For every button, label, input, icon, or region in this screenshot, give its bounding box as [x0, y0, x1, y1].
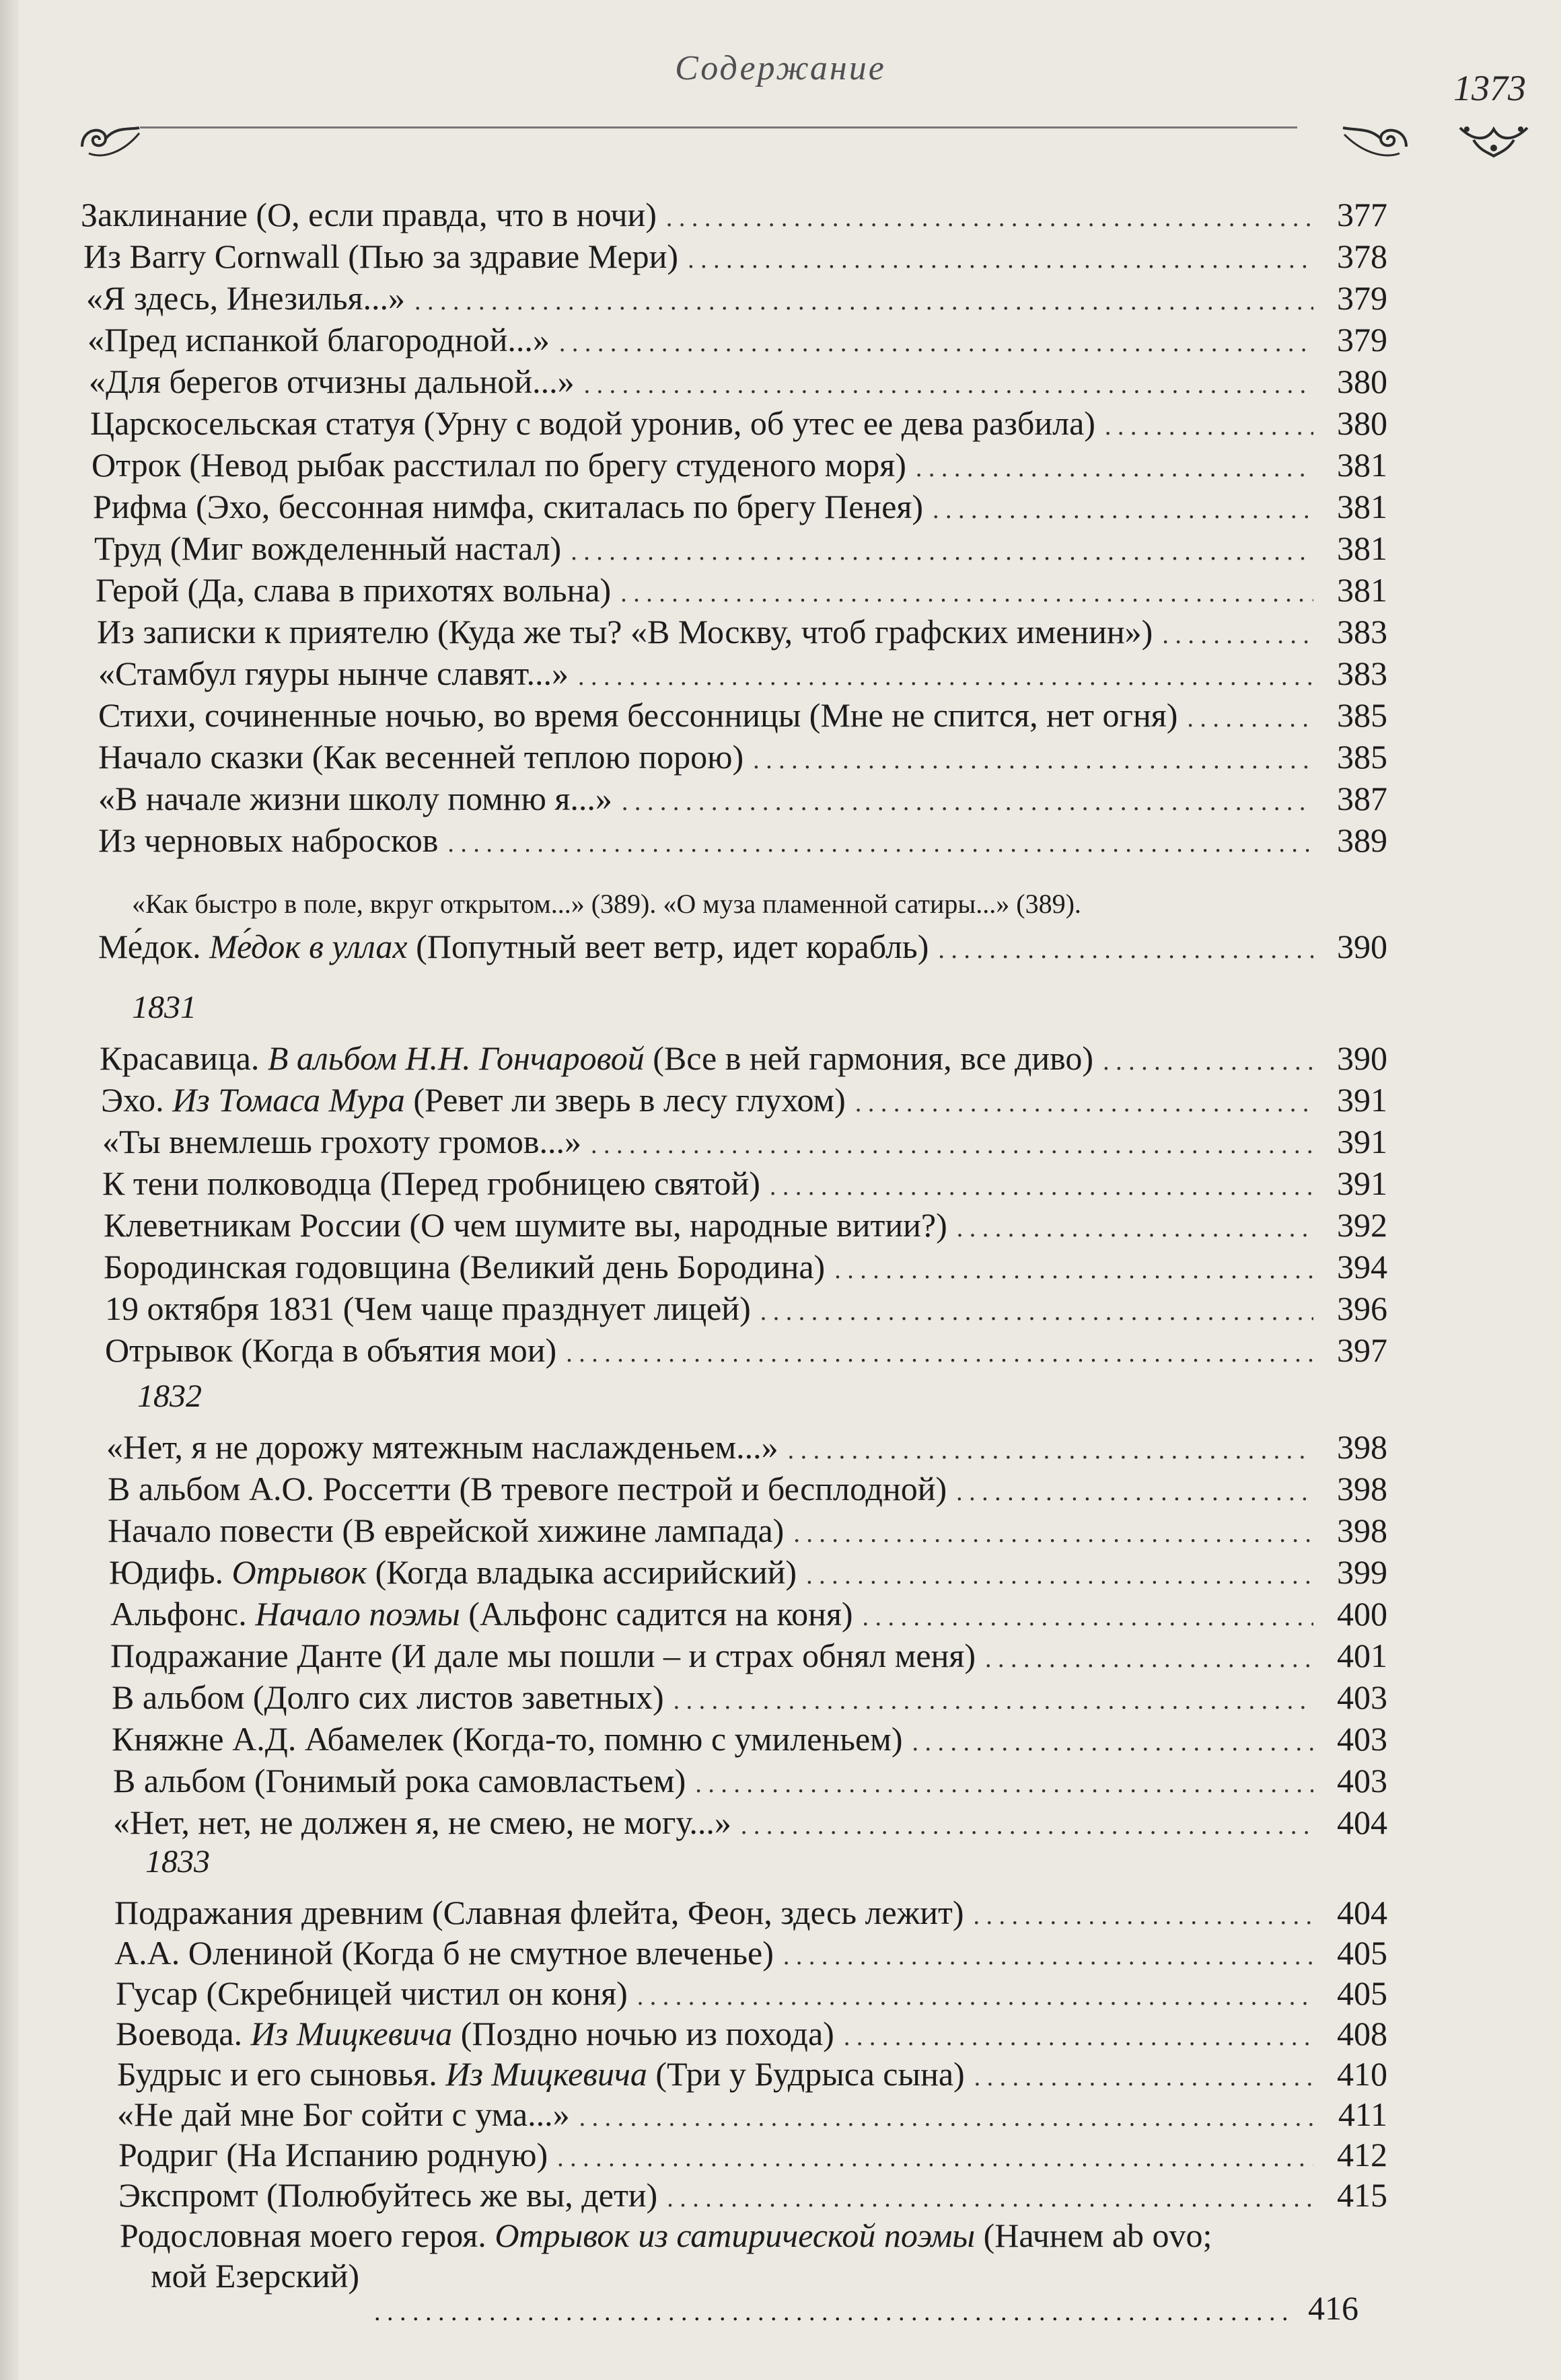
dot-leader	[912, 1721, 1313, 1763]
entry-title	[98, 736, 743, 778]
toc-entry	[98, 653, 1387, 694]
toc-entry	[96, 569, 1387, 611]
dot-leader	[667, 2178, 1313, 2219]
entry-title	[112, 1676, 664, 1718]
dot-leader	[566, 1333, 1313, 1374]
toc-entry	[97, 611, 1387, 653]
dot-leader	[579, 2097, 1313, 2139]
entry-title	[87, 319, 550, 361]
entry-title	[83, 235, 678, 277]
dot-leader	[834, 1249, 1313, 1291]
entry-title-part: (Альфонс садится на коня)	[460, 1595, 853, 1633]
toc-entry	[110, 1593, 1387, 1635]
entry-page-number: 381	[1337, 529, 1387, 567]
entry-title	[113, 1760, 686, 1801]
entry-title-part: «Не дай мне Бог сойти с ума...»	[117, 2095, 570, 2133]
entry-page-number: 385	[1337, 738, 1387, 776]
entry-page-number: 412	[1337, 2136, 1387, 2173]
entry-title-part: (Ревет ли зверь в лесу глухом)	[404, 1081, 846, 1119]
entry-title-part: «Стамбул гяуры нынче славят...»	[98, 655, 569, 692]
entry-title-part: Будрыс и его сыновья.	[117, 2055, 446, 2093]
toc-entry	[114, 1892, 1387, 1933]
entry-title-part: Из Barry Cornwall (Пью за здравие Мери)	[83, 237, 679, 275]
entry-page-number: 391	[1337, 1164, 1387, 1202]
year-heading: 1833	[145, 1844, 210, 1880]
entry-page-number: 404	[1337, 1894, 1387, 1931]
entry-page-number: 378	[1337, 237, 1387, 275]
entry-page-number: 381	[1337, 571, 1387, 609]
entry-page-number: 390	[1337, 928, 1387, 965]
entry-title	[116, 1972, 628, 2014]
entry-page-number: 399	[1337, 1553, 1387, 1591]
entry-title-part: Герой (Да, слава в прихотях вольна)	[96, 571, 612, 609]
entry-title-part: Подражания древним (Славная флейта, Феон, здесь лежит)	[114, 1894, 964, 1931]
toc-entry	[98, 926, 1387, 967]
dot-leader	[622, 781, 1313, 823]
toc-entry	[93, 486, 1387, 527]
entry-page-number: 377	[1337, 196, 1387, 233]
entry-page-number: 398	[1337, 1428, 1387, 1466]
entry-title-part: Ме́док.	[98, 928, 210, 965]
dot-leader	[844, 2016, 1313, 2058]
toc-entry	[104, 1246, 1387, 1288]
entry-title	[81, 194, 657, 235]
entry-title-part: (Попутный веет ветр, идет корабль)	[407, 928, 929, 965]
toc-entry	[116, 1972, 1387, 2014]
entry-page-number: 383	[1337, 655, 1387, 692]
toc-entry	[117, 2053, 1387, 2095]
toc-entry	[105, 1288, 1387, 1329]
entry-page-number: 403	[1337, 1720, 1387, 1758]
dot-leader	[695, 1763, 1313, 1805]
entry-page-number: 392	[1337, 1206, 1387, 1244]
toc-entry	[108, 1468, 1387, 1510]
entry-title	[98, 778, 612, 819]
entry-page-number: 398	[1337, 1470, 1387, 1508]
entry-page-number: 408	[1337, 2015, 1387, 2052]
toc-entry	[98, 819, 1387, 861]
entry-title-italic: Из Томаса Мура	[172, 1081, 405, 1119]
entry-title-part: Гусар (Скребницей чистил он коня)	[116, 1974, 628, 2012]
entry-title	[104, 1246, 825, 1288]
entry-title-part: Отрок (Невод рыбак расстилал по брегу студеного моря)	[92, 446, 906, 484]
entry-title	[106, 1426, 778, 1468]
toc-entry	[108, 1510, 1387, 1551]
entry-title	[104, 1204, 947, 1246]
entry-page-number: 379	[1337, 279, 1387, 317]
entry-title-part: «Ты внемлешь грохоту громов...»	[102, 1123, 581, 1160]
entry-title	[94, 527, 561, 569]
entry-page-number: 405	[1337, 1974, 1387, 2012]
dot-leader	[753, 739, 1313, 781]
entry-page-number: 390	[1337, 1039, 1387, 1077]
entry-page-number: 394	[1337, 1248, 1387, 1286]
toc-entry	[83, 235, 1387, 277]
entry-title-italic: Начало поэмы	[255, 1595, 460, 1633]
page-number: 1373	[1453, 68, 1526, 108]
toc-entry	[112, 1718, 1387, 1760]
toc-entry-continuation: мой Езерский)	[151, 2257, 360, 2295]
dot-leader	[447, 823, 1313, 864]
entry-title	[118, 2174, 657, 2216]
entry-title	[98, 926, 929, 967]
toc-entry	[98, 736, 1387, 778]
entry-title-part: Родословная моего героя.	[120, 2217, 495, 2254]
toc-entry	[98, 694, 1387, 736]
year-heading: 1832	[137, 1378, 202, 1414]
toc-entry	[92, 444, 1387, 486]
entry-title-part: «Пред испанкой благородной...»	[87, 321, 550, 359]
entry-title-part: «Я здесь, Инезилья...»	[86, 279, 405, 317]
dot-leader	[956, 1471, 1313, 1513]
dot-leader	[1162, 614, 1313, 656]
entry-title-part: Родриг (На Испанию родную)	[118, 2136, 548, 2173]
dot-leader	[938, 929, 1313, 971]
toc-entry	[112, 1676, 1387, 1718]
dot-leader	[620, 572, 1313, 614]
entry-title-italic: Из Мицкевича	[250, 2015, 453, 2052]
toc-entry	[105, 1329, 1387, 1371]
entry-page-number: 387	[1337, 780, 1387, 817]
entry-page-number: 383	[1337, 613, 1387, 650]
entry-title	[96, 569, 611, 611]
entry-title	[105, 1288, 751, 1329]
entry-title	[112, 1718, 902, 1760]
dot-leader	[666, 197, 1313, 239]
entry-title-part: Рифма (Эхо, бессонная нимфа, скиталась по брегу Пенея)	[93, 488, 924, 525]
dot-leader	[793, 1513, 1313, 1555]
entry-page-number: 403	[1337, 1678, 1387, 1716]
entry-title	[93, 486, 923, 527]
entry-title	[92, 444, 906, 486]
entry-title-part: Труд (Миг вожделенный настал)	[94, 529, 562, 567]
dot-leader	[578, 656, 1313, 698]
entry-title	[86, 277, 405, 319]
toc-entry	[118, 2134, 1387, 2176]
entry-title	[102, 1121, 581, 1162]
dot-leader	[933, 489, 1313, 531]
dot-leader	[1105, 406, 1313, 447]
dot-leader	[770, 1166, 1313, 1207]
dot-leader	[1187, 698, 1313, 739]
dot-leader	[788, 1429, 1313, 1471]
entry-page-number: 415	[1337, 2176, 1387, 2214]
toc-entry	[81, 194, 1387, 235]
dot-leader	[741, 1805, 1313, 1847]
toc-entry	[87, 319, 1387, 361]
entry-page-number: 416	[1308, 2289, 1358, 2327]
entry-title-part: А.А. Олениной (Когда б не смутное влеченье)	[114, 1934, 774, 1972]
entry-title-part: Из черновых набросков	[98, 821, 439, 859]
toc-entry	[90, 402, 1387, 444]
entry-title-part: Княжне А.Д. Абамелек (Когда-то, помню с умиленьем)	[112, 1720, 903, 1758]
entry-title-italic: Отрывок	[231, 1553, 367, 1591]
dot-leader	[374, 2291, 1293, 2333]
entry-title	[110, 1635, 976, 1676]
dot-leader	[584, 364, 1313, 406]
dot-leader	[637, 1976, 1313, 2017]
entry-title-part: Начало сказки (Как весенней теплою порою)	[98, 738, 744, 776]
dot-leader	[571, 531, 1313, 572]
entry-title	[114, 1892, 964, 1933]
entry-page-number: 401	[1337, 1637, 1387, 1674]
entry-title-part: (Все в ней гармония, все диво)	[644, 1039, 1094, 1077]
entry-title-part: (Три у Будрыса сына)	[647, 2055, 965, 2093]
entry-title-part: Заклинание (О, если правда, что в ночи)	[81, 196, 657, 233]
entry-title-part: Экспромт (Полюбуйтесь же вы, дети)	[118, 2176, 658, 2214]
entry-page-number: 381	[1337, 488, 1387, 525]
entry-title-part: Из записки к приятелю (Куда же ты? «В Москву, чтоб графских именин»)	[97, 613, 1153, 650]
entry-title	[98, 653, 569, 694]
dot-leader	[985, 1638, 1313, 1680]
entry-title	[116, 2013, 834, 2054]
entry-title-part: Клеветникам России (О чем шумите вы, народные витии?)	[104, 1206, 947, 1244]
entry-title	[90, 402, 1095, 444]
toc-entry	[100, 1037, 1387, 1079]
entry-title-part: «В начале жизни школу помню я...»	[98, 780, 612, 817]
entry-page-number: 411	[1338, 2095, 1387, 2133]
toc-entry	[102, 1162, 1387, 1204]
entry-page-number: 404	[1337, 1803, 1387, 1841]
entry-title-part: Отрывок (Когда в объятия мои)	[105, 1331, 557, 1369]
entry-title-part: «Для берегов отчизны дальной...»	[89, 363, 575, 400]
entry-page-number: 391	[1337, 1123, 1387, 1160]
entry-title-part: Юдифь.	[109, 1553, 232, 1591]
toc-entry	[117, 2093, 1387, 2135]
dot-leader	[760, 1291, 1313, 1333]
entry-title-part: Красавица.	[100, 1039, 268, 1077]
entry-title-italic: В альбом Н.Н. Гончаровой	[267, 1039, 645, 1077]
entry-title-part: «Нет, нет, не должен я, не смею, не могу...»	[113, 1803, 731, 1841]
toc-entry	[89, 361, 1387, 402]
entry-title	[100, 1037, 1093, 1079]
entry-title-part: В альбом (Гонимый рока самовластьем)	[113, 1762, 686, 1799]
entry-title-part: (Начнем ab ovo;	[975, 2217, 1212, 2254]
entry-title-part: Воевода.	[116, 2015, 251, 2052]
entry-title	[105, 1329, 556, 1371]
running-head: Содержание	[675, 49, 886, 87]
toc-entry-multiline	[120, 2215, 1391, 2256]
toc-entry	[109, 1551, 1387, 1593]
entry-page-number: 400	[1337, 1595, 1387, 1633]
entry-title-part: Подражание Данте (И дале мы пошли – и страх обнял меня)	[110, 1637, 976, 1674]
entry-page-number: 397	[1337, 1331, 1387, 1369]
entry-title	[97, 611, 1153, 653]
toc-entry	[113, 1760, 1387, 1801]
toc-entry	[114, 1932, 1387, 1974]
toc-entry	[104, 1204, 1387, 1246]
dot-leader	[414, 281, 1313, 322]
entry-title	[113, 1801, 731, 1843]
entry-title-italic: Отрывок из сатирической поэмы	[495, 2217, 976, 2254]
toc-entry	[102, 1121, 1387, 1162]
entry-title-part: Царскосельская статуя (Урну с водой уронив, об утес ее дева разбила)	[90, 404, 1095, 442]
entry-title-italic: Из Мицкевича	[445, 2055, 647, 2093]
dot-leader	[806, 1555, 1313, 1596]
entry-title-italic: Ме́док в уллах	[209, 928, 408, 965]
entry-title-part: Эхо.	[101, 1081, 173, 1119]
dot-leader	[688, 239, 1313, 281]
entry-page-number: 389	[1337, 821, 1387, 859]
entry-page-number: 380	[1337, 404, 1387, 442]
toc-entry	[113, 1801, 1387, 1843]
entry-title-part: В альбом (Долго сих листов заветных)	[112, 1678, 664, 1716]
entry-title-part: (Когда владыка ассирийский)	[367, 1553, 797, 1591]
dot-leader	[674, 1680, 1313, 1721]
toc-entry	[86, 277, 1387, 319]
toc-entry	[118, 2174, 1387, 2216]
entry-title	[110, 1593, 853, 1635]
entry-title-part: Начало повести (В еврейской хижине лампада)	[108, 1512, 785, 1549]
entry-title	[101, 1079, 846, 1121]
entry-page-number: 403	[1337, 1762, 1387, 1799]
dot-leader	[1103, 1041, 1313, 1082]
entry-page-number: 398	[1337, 1512, 1387, 1549]
entry-page-number: 410	[1337, 2055, 1387, 2093]
dot-leader	[559, 322, 1313, 364]
entry-page-number: 405	[1337, 1934, 1387, 1972]
drafts-sub-entry: «Как быстро в поле, вкруг открытом...» (389). «О муза пламенной сатиры...» (389).	[132, 889, 1081, 919]
entry-title	[98, 819, 438, 861]
dot-leader	[783, 1935, 1313, 1977]
entry-page-number: 396	[1337, 1290, 1387, 1327]
entry-title	[98, 694, 1177, 736]
entry-title	[102, 1162, 760, 1204]
entry-title-part: «Нет, я не дорожу мятежным наслажденьем...»	[106, 1428, 778, 1466]
dot-leader	[855, 1082, 1313, 1124]
toc-entry	[106, 1426, 1387, 1468]
entry-title	[108, 1510, 784, 1551]
entry-title-part: Стихи, сочиненные ночью, во время бессонницы (Мне не спится, нет огня)	[98, 696, 1178, 734]
entry-title	[117, 2053, 965, 2095]
toc-entry	[110, 1635, 1387, 1676]
dot-leader	[863, 1596, 1313, 1638]
entry-title-part: К тени полководца (Перед гробницею святой)	[102, 1164, 760, 1202]
entry-page-number: 385	[1337, 696, 1387, 734]
entry-page-number: 379	[1337, 321, 1387, 359]
toc-entry	[98, 778, 1387, 819]
entry-page-number: 381	[1337, 446, 1387, 484]
entry-title	[109, 1551, 797, 1593]
year-heading: 1831	[132, 990, 196, 1025]
entry-page-number: 380	[1337, 363, 1387, 400]
dot-leader	[591, 1124, 1313, 1166]
toc-entry	[101, 1079, 1387, 1121]
dot-leader	[973, 1895, 1313, 1937]
entry-title-part: Бородинская годовщина (Великий день Бородина)	[104, 1248, 826, 1286]
entry-title	[89, 361, 575, 402]
entry-title	[114, 1932, 774, 1974]
dot-leader	[557, 2137, 1313, 2179]
entry-title	[108, 1468, 947, 1510]
dot-leader	[974, 2056, 1313, 2098]
entry-title	[118, 2134, 548, 2176]
entry-title	[117, 2093, 570, 2135]
toc-entry	[94, 527, 1387, 569]
dot-leader	[916, 447, 1313, 489]
entry-title-part: (Поздно ночью из похода)	[452, 2015, 834, 2052]
entry-title-part: В альбом А.О. Россетти (В тревоге пестрой и бесплодной)	[108, 1470, 947, 1508]
dot-leader	[957, 1207, 1313, 1249]
entry-title-part: 19 октября 1831 (Чем чаще празднует лицей)	[105, 1290, 751, 1327]
entry-title-part: Альфонс.	[110, 1595, 256, 1633]
toc-entry	[116, 2013, 1387, 2054]
entry-page-number: 391	[1337, 1081, 1387, 1119]
